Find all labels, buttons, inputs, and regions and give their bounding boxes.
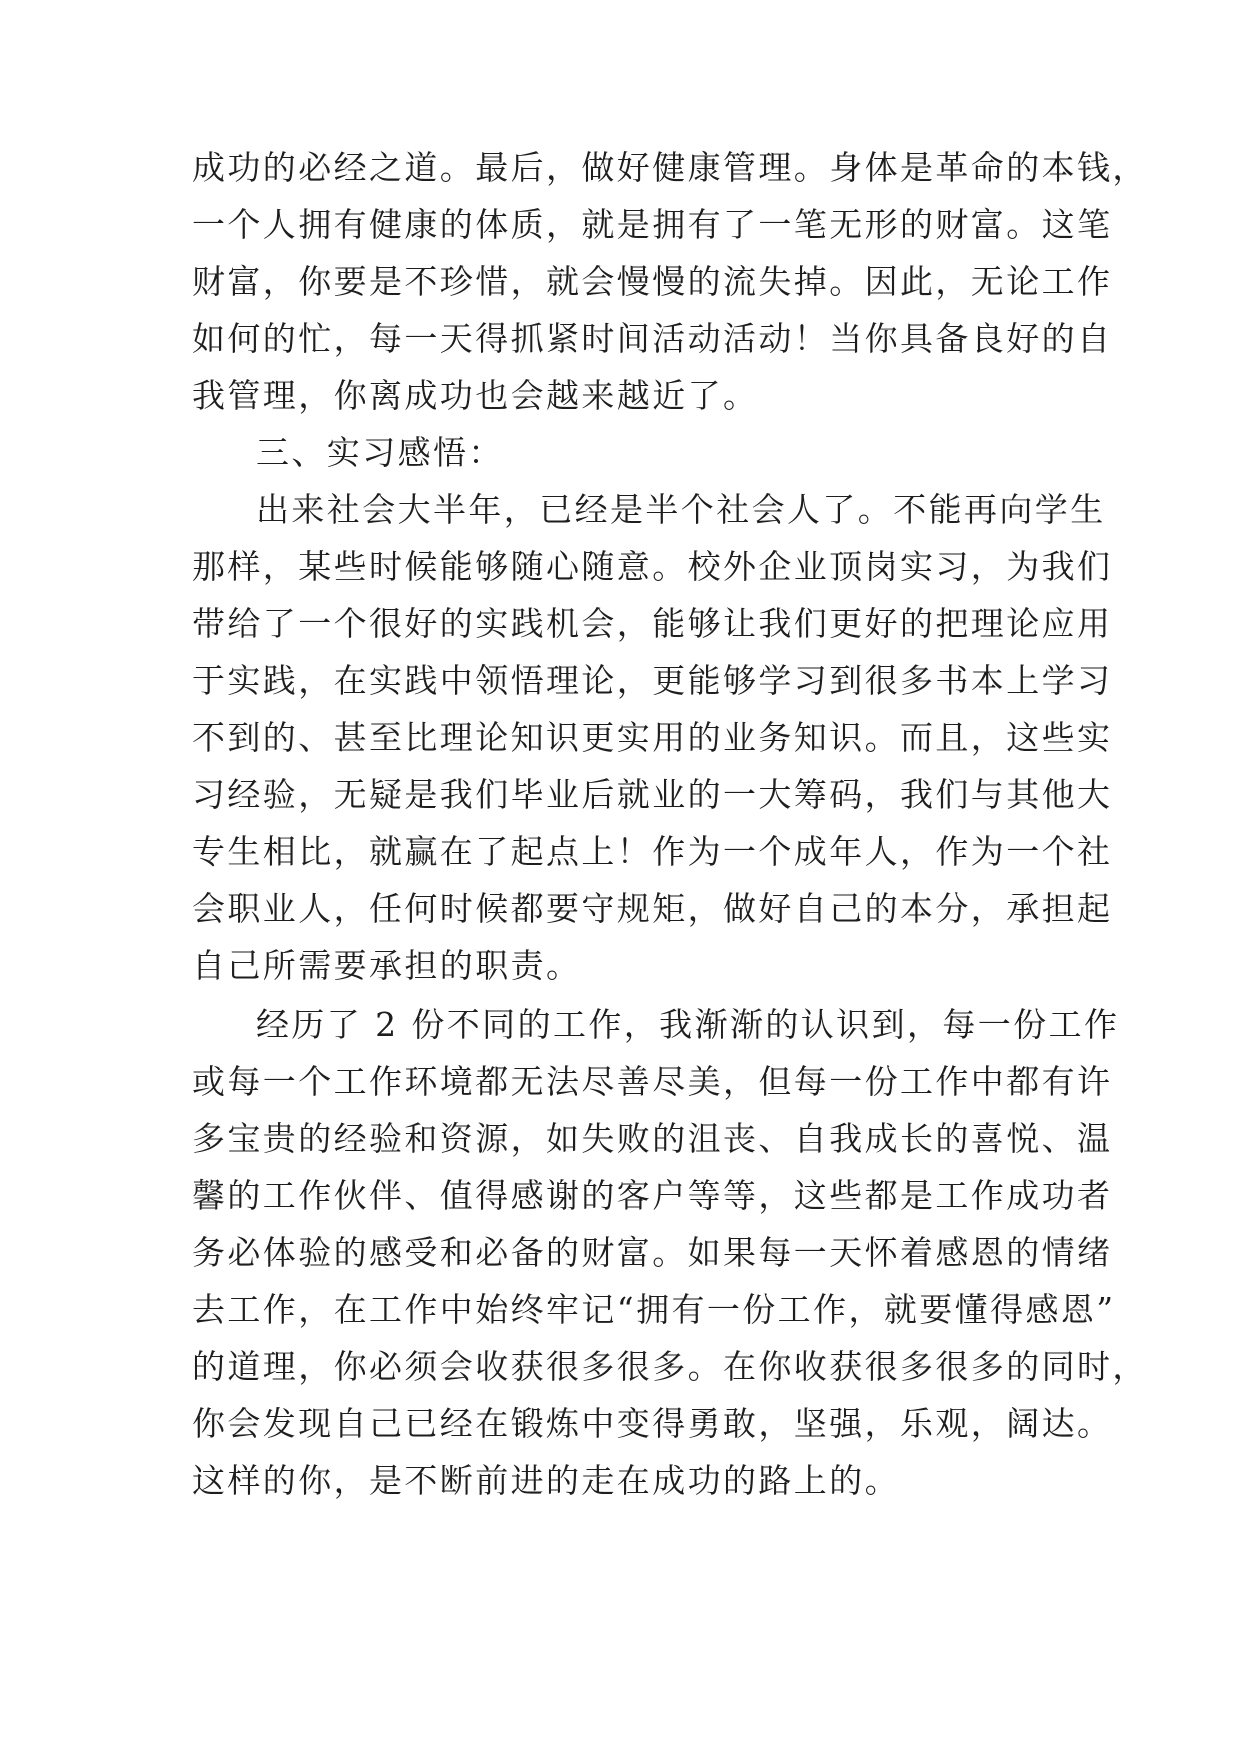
text-line: 习经验，无疑是我们毕业后就业的一大筹码，我们与其他大 bbox=[192, 775, 1113, 814]
text-line: 去工作，在工作中始终牢记“拥有一份工作，就要懂得感恩” bbox=[192, 1290, 1116, 1329]
text-line: 自己所需要承担的职责。 bbox=[192, 946, 582, 985]
text-line: 这样的你，是不断前进的走在成功的路上的。 bbox=[192, 1461, 900, 1500]
text-line: 多宝贵的经验和资源，如失败的沮丧、自我成长的喜悦、温 bbox=[192, 1119, 1113, 1158]
text-line: 那样，某些时候能够随心随意。校外企业顶岗实习，为我们 bbox=[192, 547, 1113, 586]
text-line: 成功的必经之道。最后，做好健康管理。身体是革命的本钱， bbox=[192, 148, 1148, 187]
section-heading: 三、实习感悟： bbox=[256, 433, 504, 472]
text-line: 如何的忙，每一天得抓紧时间活动活动！当你具备良好的自 bbox=[192, 319, 1113, 358]
text-line: 带给了一个很好的实践机会，能够让我们更好的把理论应用 bbox=[192, 604, 1113, 643]
text-line: 的道理，你必须会收获很多很多。在你收获很多很多的同时， bbox=[192, 1347, 1148, 1386]
text-line: 不到的、甚至比理论知识更实用的业务知识。而且，这些实 bbox=[192, 718, 1113, 757]
text-line: 出来社会大半年，已经是半个社会人了。不能再向学生 bbox=[256, 490, 1106, 529]
text-line: 或每一个工作环境都无法尽善尽美，但每一份工作中都有许 bbox=[192, 1062, 1113, 1101]
text-line: 你会发现自己已经在锻炼中变得勇敢，坚强，乐观，阔达。 bbox=[192, 1404, 1113, 1443]
text-line: 专生相比，就赢在了起点上！作为一个成年人，作为一个社 bbox=[192, 832, 1113, 871]
text-line: 于实践，在实践中领悟理论，更能够学习到很多书本上学习 bbox=[192, 661, 1113, 700]
text-line: 一个人拥有健康的体质，就是拥有了一笔无形的财富。这笔 bbox=[192, 205, 1113, 244]
text-line: 馨的工作伙伴、值得感谢的客户等等，这些都是工作成功者 bbox=[192, 1176, 1113, 1215]
text-line: 务必体验的感受和必备的财富。如果每一天怀着感恩的情绪 bbox=[192, 1233, 1113, 1272]
text-line: 经历了 2 份不同的工作，我渐渐的认识到，每一份工作 bbox=[256, 1005, 1120, 1044]
text-line: 财富，你要是不珍惜，就会慢慢的流失掉。因此，无论工作 bbox=[192, 262, 1113, 301]
text-line: 会职业人，任何时候都要守规矩，做好自己的本分，承担起 bbox=[192, 889, 1113, 928]
text-line: 我管理，你离成功也会越来越近了。 bbox=[192, 376, 759, 415]
